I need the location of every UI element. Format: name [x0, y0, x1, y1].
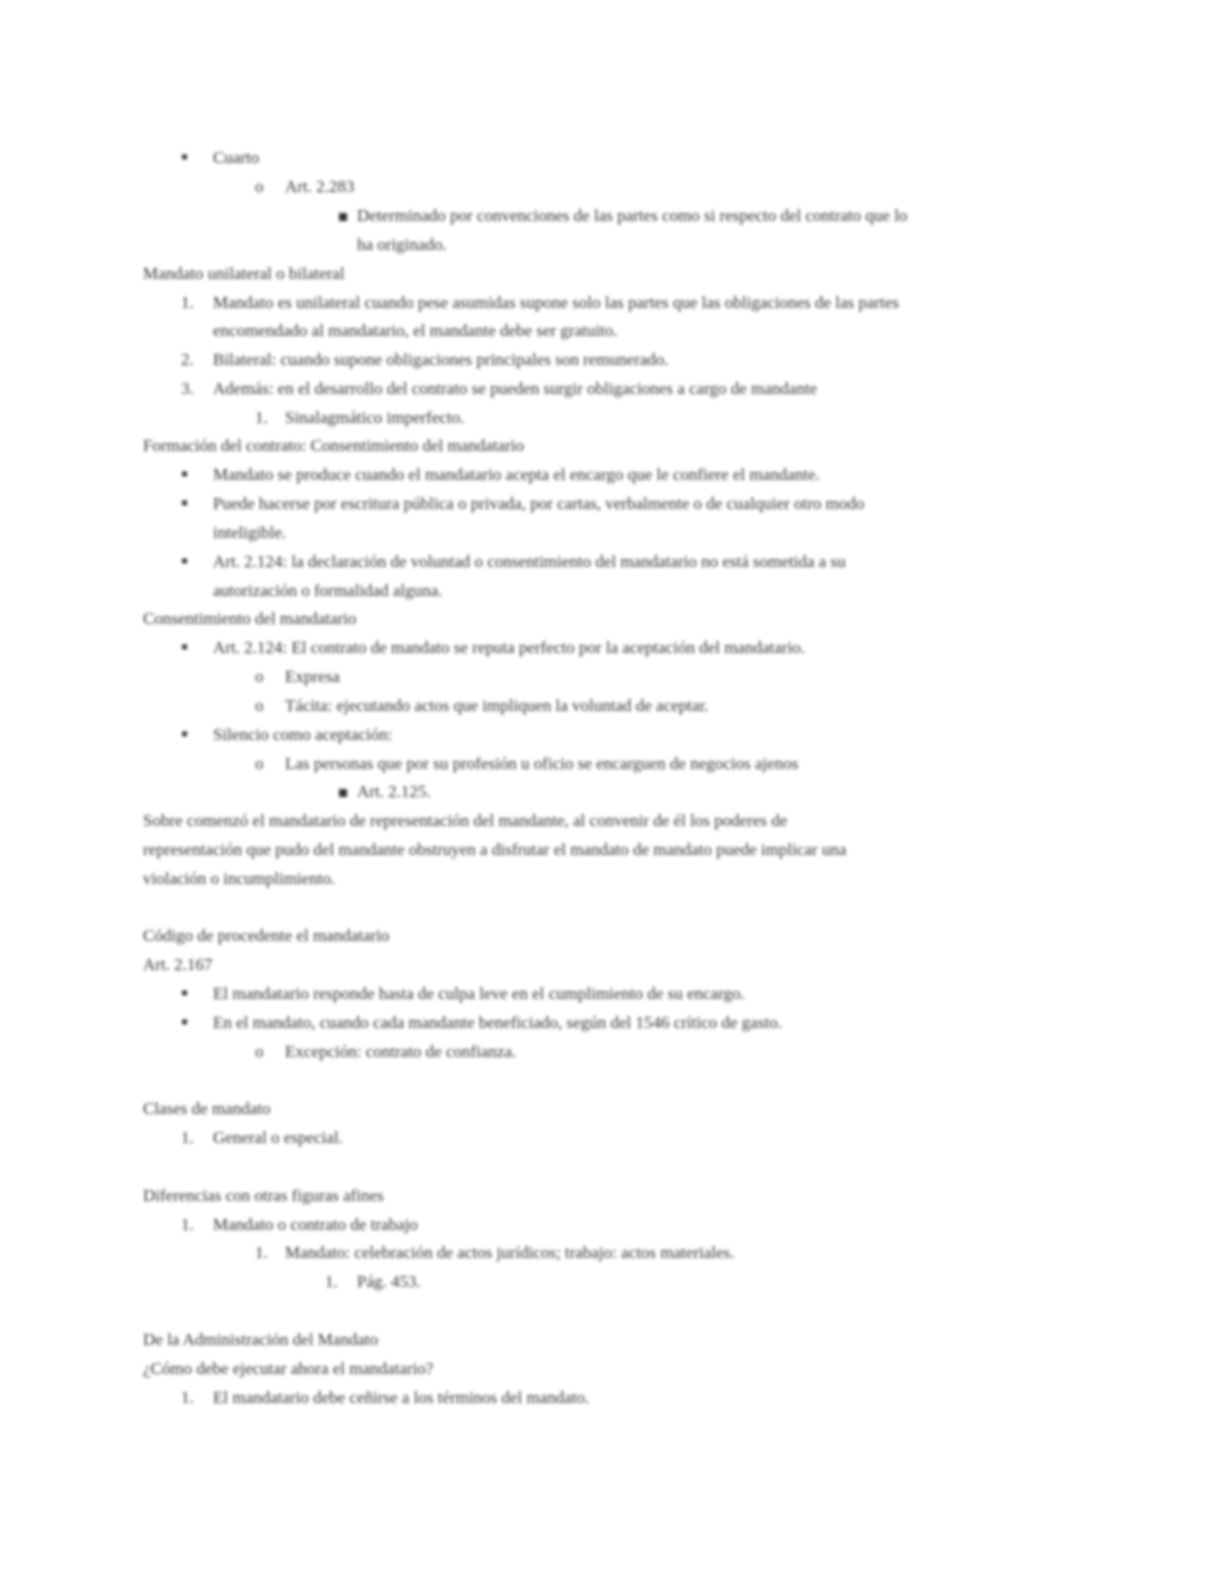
circle-bullet-marker: o — [255, 696, 264, 715]
list-item-text: Cuarto — [213, 148, 260, 167]
paragraph-line: autorización o formalidad alguna. — [213, 581, 443, 600]
list-item-text: Tácita: ejecutando actos que impliquen la voluntad de aceptar. — [285, 696, 709, 715]
list-item-text: Silencio como aceptación: — [213, 725, 393, 744]
list-item-text: Mandato es unilateral cuando pese asumidas supone solo las partes que las obligaciones de las partes — [213, 293, 899, 312]
list-number: 1. — [181, 293, 194, 312]
list-item-text: En el mandato, cuando cada mandante beneficiado, según del 1546 crítico de gasto. — [213, 1013, 782, 1032]
list-number: 1. — [181, 1388, 194, 1407]
paragraph-line: Consentimiento del mandatario — [143, 609, 357, 628]
circle-bullet-marker: o — [255, 667, 264, 686]
list-item-text: Expresa — [285, 667, 340, 686]
paragraph-line: De la Administración del Mandato — [143, 1330, 379, 1349]
paragraph-line: Formación del contrato: Consentimiento del mandatario — [143, 436, 524, 455]
bullet-icon: ▪ — [181, 492, 189, 514]
list-number: 1. — [255, 1243, 268, 1262]
paragraph-line: violación o incumplimiento. — [143, 869, 336, 888]
paragraph-line: Mandato unilateral o bilateral — [143, 264, 345, 283]
bullet-icon: ▪ — [181, 982, 189, 1004]
list-item-text: Las personas que por su profesión u oficio se encarguen de negocios ajenos — [285, 754, 799, 773]
list-item-text: Bilateral: cuando supone obligaciones principales son remunerado. — [213, 350, 669, 369]
circle-bullet-marker: o — [255, 1042, 264, 1061]
paragraph-line: Código de procedente el mandatario — [143, 926, 390, 945]
list-number: 1. — [181, 1128, 194, 1147]
paragraph-line: Sobre comenzó el mandatario de representación del mandante, al convenir de él los poderes de — [143, 811, 788, 830]
list-item-text: Puede hacerse por escritura pública o privada, por cartas, verbalmente o de cualquier otro modo — [213, 494, 865, 513]
list-item-text: Art. 2.283 — [285, 177, 355, 196]
paragraph-line: ha originado. — [357, 235, 447, 254]
list-item-text: Mandato: celebración de actos jurídicos; trabajo: actos materiales. — [285, 1243, 735, 1262]
list-item-text: General o especial. — [213, 1128, 343, 1147]
list-number: 2. — [181, 350, 194, 369]
bullet-icon: ▪ — [181, 550, 189, 572]
bullet-icon: ▪ — [181, 1011, 189, 1033]
list-number: 1. — [325, 1272, 338, 1291]
list-item-text: Pág. 453. — [357, 1272, 421, 1291]
list-item-text: Determinado por convenciones de las partes como si respecto del contrato que lo — [357, 206, 908, 225]
list-item-text: Art. 2.124: la declaración de voluntad o consentimiento del mandatario no está sometida a su — [213, 552, 846, 571]
list-item-text: Mandato se produce cuando el mandatario acepta el encargo que le confiere el mandante. — [213, 465, 820, 484]
paragraph-line: Diferencias con otras figuras afines — [143, 1186, 384, 1205]
list-item-text: Además: en el desarrollo del contrato se pueden surgir obligaciones a cargo de mandante — [213, 379, 818, 398]
bullet-icon: ▪ — [181, 146, 189, 168]
list-item-text: Excepción: contrato de confianza. — [285, 1042, 517, 1061]
list-item-text: El mandatario debe ceñirse a los términos del mandato. — [213, 1388, 590, 1407]
list-item-text: Art. 2.124: El contrato de mandato se reputa perfecto por la aceptación del mandatario. — [213, 638, 805, 657]
list-item-text: El mandatario responde hasta de culpa leve en el cumplimiento de su encargo. — [213, 984, 745, 1003]
list-number: 1. — [255, 408, 268, 427]
square-bullet-icon — [339, 777, 347, 806]
circle-bullet-marker: o — [255, 177, 264, 196]
list-item-text: Sinalagmático imperfecto. — [285, 408, 465, 427]
list-number: 3. — [181, 379, 194, 398]
paragraph-line: encomendado al mandatario, el mandante debe ser gratuito. — [213, 321, 618, 340]
paragraph-line: Art. 2.167 — [143, 955, 213, 974]
paragraph-line: Clases de mandato — [143, 1099, 271, 1118]
bullet-icon: ▪ — [181, 636, 189, 658]
list-item-text: Art. 2.125. — [357, 782, 431, 801]
list-item-text: Mandato o contrato de trabajo — [213, 1215, 418, 1234]
list-number: 1. — [181, 1215, 194, 1234]
square-bullet-icon — [339, 201, 347, 230]
bullet-icon: ▪ — [181, 723, 189, 745]
circle-bullet-marker: o — [255, 754, 264, 773]
paragraph-line: ¿Cómo debe ejecutar ahora el mandatario? — [143, 1359, 434, 1378]
bullet-icon: ▪ — [181, 463, 189, 485]
paragraph-line: inteligible. — [213, 523, 287, 542]
paragraph-line: representación que pudo del mandante obstruyen a disfrutar el mandato de mandato puede implicar una — [143, 840, 847, 859]
